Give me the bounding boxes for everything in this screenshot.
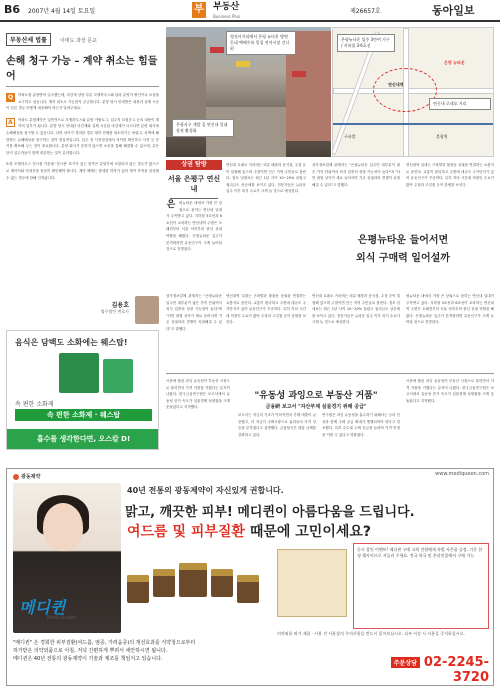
map-label: 연신내역	[388, 82, 404, 87]
section-label	[192, 2, 240, 18]
answer-mark: A	[6, 118, 15, 127]
question-paragraph: Q 아파트를 분양받아 입주했는데, 마감재 상당 부분 모델하우스와 달라 분양가 할인이나 보상을 요구하고 싶습니다. 계약 취소도 가능한지 궁금합니다. 분양 당시 안내받은 내용과 실제 시공이 다른 경우 어떻게 대응해야 하는지 알려주세요.	[6, 93, 159, 111]
column-tag-note: 이태도 과장 문교	[59, 38, 97, 44]
skincare-ad[interactable]	[6, 468, 494, 686]
article-col-2	[226, 162, 306, 195]
logo-icon	[13, 474, 19, 480]
photo-callout-1: 정선사거리에서 은평 뉴타운 방면 동네 택배주유 밀집 전어시장 건너편	[226, 31, 296, 55]
street-photo	[166, 27, 331, 157]
sub-article-col-4	[406, 378, 494, 404]
product-package	[277, 549, 347, 617]
map-highlight-area	[373, 68, 437, 112]
article-headline	[312, 232, 494, 284]
product-jar	[153, 569, 175, 597]
section-divider	[166, 373, 494, 374]
ad-line-1: 40년 전통의 광동제약이 자신있게 권합니다.	[127, 486, 284, 495]
article-col-3b	[312, 288, 400, 326]
map-label: 불광역	[436, 134, 448, 139]
digestive-ad[interactable]	[6, 330, 159, 450]
article-text-3b: 평뉴타운 내에서 가장 큰 상권으로 꼽히는 연신내 일대가 주목받고 있다. 지하철 3호선과 6호선이 교차하는 연신내역 주변은 오래전부터 서울 서북부의 중심 상권 역할을 해왔다. 은평뉴타운 입주가 본격화하면 유동인구가 크게 늘어날 것으로 전망된다.	[406, 294, 494, 325]
ad-headline: 음식은 담백도 소화에는 웨스탑!	[15, 338, 128, 347]
article-text-2: 연신내 로데오 거리에는 의류 매장과 음식점, 주점 등이 밀집해 있으며 주말이면 인근 지역 주민들로 붐빈다. 점포 임대료는 최근 1년 사이 10~20% 올랐고 권리금도 상승세를 보이고 있다. 전문가들은 뉴타운 입주 이후 외식 수요가 크게 늘 것으로 예상한다.	[226, 163, 306, 194]
issue-number: 제26657호	[350, 8, 381, 15]
article-text-2b: 상가정보업체 관계자는 "은평뉴타운 입주민 대부분이 젊은 가족 단위여서 외식 업종의 성장 가능성이 높다"며 "다만 대형 상가가 새로 들어서면 기존 상권과의 경쟁이 치열해질 수 있다"고 말했다.	[166, 294, 222, 331]
ad-info-panel	[277, 543, 489, 629]
ad-notes: 의약외품 허가 제품 · 사용 전 사용상의 주의사항을 반드시 읽어보십시오. 피부 이상 시 사용을 중지하십시오.	[277, 631, 465, 636]
column-headline: 손해 청구 가능 – 계약 취소는 힘들어	[6, 52, 159, 87]
shop-sign	[292, 71, 306, 77]
product-box-image-2	[103, 359, 133, 393]
product-jar	[211, 569, 233, 597]
article-col-1	[166, 200, 222, 253]
product-jar	[179, 563, 207, 597]
map-callout-1: 은평뉴타운 입주 3만여 가구 / 지하철 3·6호선	[337, 34, 395, 52]
sub-article-col-3	[322, 412, 400, 438]
page-number: B6	[4, 3, 21, 16]
article-text-4b: 연신내역 일대는 구파발과 불광동 상권을 연결하는 요충지로 꼽힌다. 교통이 편리하고 주변에 대규모 주거단지가 있어 유동인구가 꾸준하다. 특히 저녁 시간대 직장인 수요가 많아 주점과 고깃집 등이 강세를 보인다.	[226, 294, 306, 325]
column-name: 서울 은평구 연신내	[167, 175, 221, 193]
product-jar	[127, 575, 149, 603]
question-mark: Q	[7, 94, 14, 101]
ad-brand: 메디퀸	[19, 598, 66, 617]
sub-article-text-1: 시중에 풀린 과잉 유동성이 부동산 시장으로 몰리면서 가격 거품을 키웠다는 분석이 나왔다. 한국금융연구원은 보고서에서 유동성 증가 속도가 실물경제 성장률을 크게 웃돌았다고 지적했다.	[166, 379, 230, 410]
ad-subline: 속 편한 소화제	[15, 401, 54, 408]
ad-body-text: "메디퀸" 은 경희한 피부질환(여드름, 염증, 가려움증)의 개선효과를 식약청으로부터 허가받은 의약외품으로 아침, 저녁 간편하게 뿌려서 세안하시면 됩니다. 메디퀸은 40년 전통의 광동제약이 기술과 제조를 책임지고 있습니다.	[13, 640, 196, 662]
article-col-4	[406, 162, 494, 188]
article-col-4b	[406, 288, 494, 326]
shop-sign	[210, 47, 224, 53]
issue-date: 2007년 4월 14일 토요일	[28, 8, 96, 15]
article-col-3	[312, 162, 400, 188]
ad-phone[interactable]: 주문상담 02-2245-3720	[369, 655, 489, 673]
headline-line-1: 은평뉴타운 들어서면	[357, 235, 449, 246]
sub-article-text-3: 연구원은 과잉 유동성을 흡수하기 위해서는 금리 인상과 함께 주택 공급 확대가 병행되어야 한다고 강조했다. 특히 수도권 주택 공급을 늘려야 가격 안정을 이룰 수 있다고 덧붙였다.	[322, 413, 400, 437]
model-face	[43, 503, 83, 551]
product-box-image	[59, 353, 99, 393]
area-map	[332, 27, 494, 157]
sub-headline-main: "유동성 과잉으로 부동산 거품"	[254, 391, 378, 401]
phone-label: 주문상담	[391, 657, 420, 668]
ad-website[interactable]: www.mediqueen.com	[435, 471, 489, 477]
ad-bottom-band: 흡수를 생각한다면, 오스칼 D!	[7, 429, 159, 449]
page-header	[0, 0, 500, 22]
sub-article-col-2	[238, 412, 316, 438]
map-callout-2: 연신내 로데오 거리	[429, 98, 491, 110]
article-text-4: 연신내역 일대는 구파발과 불광동 상권을 연결하는 요충지로 꼽힌다. 교통이 편리하고 주변에 대규모 주거단지가 있어 유동인구가 꾸준하다. 특히 저녁 시간대 직장인 수요가 많아 주점과 고깃집 등이 강세를 보인다.	[406, 163, 494, 187]
photo-callout-2: 은평지구 개발 길 연신내 일대 상권 활성화	[172, 119, 234, 137]
author-name: 김용호	[111, 302, 129, 309]
article-text-3: 상가정보업체 관계자는 "은평뉴타운 입주민 대부분이 젊은 가족 단위여서 외식 업종의 성장 가능성이 높다"며 "다만 대형 상가가 새로 들어서면 기존 상권과의 경쟁이 치열해질 수 있다"고 말했다.	[312, 163, 400, 187]
map-label: 은평 뉴타운	[444, 60, 465, 65]
article-text-1b: 연신내 로데오 거리에는 의류 매장과 음식점, 주점 등이 밀집해 있으며 주말이면 인근 지역 주민들로 붐빈다. 점포 임대료는 최근 1년 사이 10~20% 올랐고 권리금도 상승세를 보이고 있다. 전문가들은 뉴타운 입주 이후 외식 수요가 크게 늘 것으로 예상한다.	[312, 294, 400, 325]
sub-article-text-4: 시중에 풀린 과잉 유동성이 부동산 시장으로 몰리면서 가격 거품을 키웠다는 분석이 나왔다. 한국금융연구원은 보고서에서 유동성 증가 속도가 실물경제 성장률을 크게 웃돌았다고 지적했다.	[406, 379, 494, 403]
ad-band: 속 편한 소화제 · 웨스탑	[15, 409, 152, 421]
ad-info-box: 동시 할인 이벤트! 메디퀸 구매 고객 전원에게 특별 사은품 증정. 기간 한정 행사이므로 서둘러 주세요. 전국 약국 및 온라인몰에서 구매 가능.	[353, 543, 489, 629]
map-label: 구파발	[344, 134, 356, 139]
headline-line-2: 외식 구매력 일어설까	[356, 253, 450, 264]
column-tag: 부동산세 법률	[6, 33, 51, 46]
column-rule	[170, 198, 218, 199]
ad-company-logo: 광동제약	[13, 473, 40, 480]
shop-sign	[236, 61, 250, 67]
sub-article-col-1	[166, 378, 230, 411]
article-col-2b	[226, 288, 306, 326]
author-title: 법무법인 변호사	[100, 309, 129, 314]
section-sub: Business Plus	[213, 14, 241, 19]
newspaper-name: 동아일보	[432, 4, 475, 17]
map-rail	[333, 123, 494, 125]
ad-line-3: 여드름 및 피부질환 때문에 고민이세요?	[127, 524, 372, 540]
sub-article-text-2: 보고서는 저금리 기조가 이어지면서 가계 대출이 급증했고, 이 자금이 주택시장으로 흘러들어 가격 상승을 부추겼다고 설명했다. 금융당국은 대출 규제를 강화하고 있다.	[238, 413, 316, 437]
article-col-1b	[166, 288, 222, 333]
legal-qa-column	[6, 27, 159, 181]
section-title: 부동산 Business Plus	[213, 2, 240, 22]
ad-brand-sub: Medi Queen	[47, 615, 77, 621]
sub-article-headline	[232, 388, 400, 410]
author-byline	[6, 296, 159, 324]
ad-line-2: 맑고, 깨끗한 피부! 메디퀸이 아름다움을 드립니다.	[125, 505, 415, 520]
lead-mark: 은	[166, 200, 176, 210]
author-photo	[135, 296, 159, 324]
article-text-1: 평뉴타운 내에서 가장 큰 상권으로 꼽히는 연신내 일대가 주목받고 있다. 지하철 3호선과 6호선이 교차하는 연신내역 주변은 오래전부터 서울 서북부의 중심 상권 역할을 해왔다. 은평뉴타운 입주가 본격화하면 유동인구가 크게 늘어날 것으로 전망된다.	[166, 201, 222, 252]
section-box: 부	[192, 2, 206, 18]
product-jar	[237, 575, 259, 603]
answer-paragraph: A 아파트 분양계약은 일반적으로 모델하우스와 분양 카탈로그, 입주자 모집공고 등의 내용이 계약의 일부가 됩니다. 분양 당시 안내된 마감재와 실제 시공된 마감재가 다르다면 분양 회사에 손해배상을 청구할 수 있습니다. 다만 차이가 경미한 경우 계약 전체를 취소하기는 어렵고, 차액에 해당하는 손해배상을 청구하는 것이 현실적입니다. 입주 전 사전점검에서 차이를 확인하고 사진 등 증거를 확보해 두는 것이 중요합니다. 분양 회사가 응하지 않으면 소송을 통해 해결할 수 있으며, 같은 단지 입주자들이 함께 대응하는 것이 유리합니다.	[6, 117, 159, 155]
column-badge: 상권 탐방	[166, 160, 222, 170]
answer-paragraph-2: 또한 모델하우스 전시품 가운데 '전시용' 표기가 있는 항목은 분양가에 포함되지 않는 경우가 많으므로 계약서와 안내문을 꼼꼼히 확인해야 합니다. 계약 해제는 중대한 하자가 있어 계약 목적을 달성할 수 없는 경우에 한해 인정됩니다.	[6, 162, 159, 180]
product-lineup	[127, 545, 267, 619]
sub-headline-sub: 금융硏 보고서 "자산부채 실물경기 위해 공급"	[265, 404, 367, 410]
